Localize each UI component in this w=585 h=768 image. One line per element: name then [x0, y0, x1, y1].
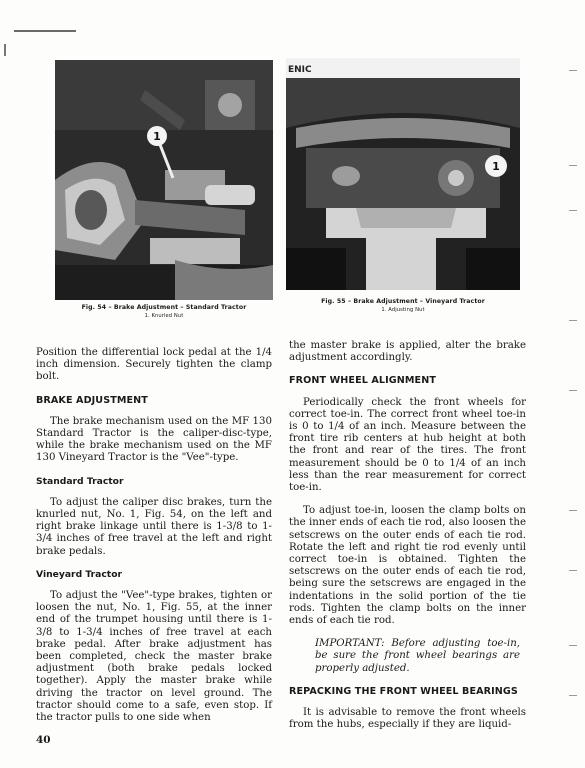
vineyard-tractor-paragraph: To adjust the "Vee"-type brakes, tighten or loosen the nut, No. 1, Fig. 55, at the inner end of the trumpet housing until there is 1-3/8 to 1-3/4 inches of free travel at each brake pedal. After brake adjustment has been completed, check the master brake adjustment (both brake pedals locked together). Apply the master brake while driving the tractor on level ground. The tractor should come to a safe, even stop. If the tractor pulls to one side when: [36, 590, 272, 724]
repacking-bearings-heading: REPACKING THE FRONT WHEEL BEARINGS: [289, 685, 518, 697]
intro-paragraph: Position the differential lock pedal at the 1/4 inch dimension. Securely tighten the clamp bolt.: [36, 347, 272, 383]
standard-tractor-heading: Standard Tractor: [36, 475, 124, 487]
figure-55-caption-legend: 1. Adjusting Nut: [381, 307, 425, 313]
figure-55-caption-title: Fig. 55 – Brake Adjustment – Vineyard Tractor: [321, 298, 485, 305]
brake-adjustment-heading: BRAKE ADJUSTMENT: [36, 394, 148, 406]
right-text-column: [289, 340, 526, 742]
figure-55-photo: [286, 58, 520, 290]
brake-mechanism-vineyard-illustration: [286, 58, 520, 290]
vineyard-tractor-heading: Vineyard Tractor: [36, 568, 123, 580]
figure-54-photo: [55, 60, 273, 300]
figure-55-caption: [286, 298, 520, 313]
figure-54-caption: [55, 304, 273, 319]
toe-in-adjust-paragraph: To adjust toe-in, loosen the clamp bolts on the inner ends of each tie rod, also loosen the setscrews on the outer ends of each tie rod. Rotate the left and right tie rod evenly until correct toe-in is obtained. Tighten the setscrews on the outer ends of each tie rod, being sure the setscrews are engaged in the indentations in the solid portion of the tie rods. Tighten the clamp bolts on the inner ends of each tie rod.: [289, 505, 526, 627]
figure-54-caption-legend: 1. Knurled Nut: [144, 313, 184, 319]
figure-54-caption-title: Fig. 54 – Brake Adjustment – Standard Tractor: [81, 304, 247, 311]
toe-in-check-paragraph: Periodically check the front wheels for correct toe-in. The correct front wheel toe-in is 0 to 1/4 of an inch. Measure between the front tire rib centers at hub height at both the front and rear of the tires. The front measurement should be 0 to 1/4 of an inch less than the rear measurement for correct toe-in.: [289, 396, 526, 494]
scan-edge-marks: [567, 70, 577, 710]
figure-55-partial-text: ENIC: [288, 65, 312, 75]
brake-mechanism-standard-illustration: [55, 60, 273, 300]
left-text-column: [36, 347, 272, 735]
repacking-paragraph: It is advisable to remove the front wheels from the hubs, especially if they are liquid-: [289, 707, 526, 731]
continuation-paragraph: the master brake is applied, alter the brake adjustment accordingly.: [289, 340, 526, 364]
figure-54-callout: 1: [153, 130, 161, 143]
scan-artifact-tick: [4, 44, 6, 56]
standard-tractor-paragraph: To adjust the caliper disc brakes, turn the knurled nut, No. 1, Fig. 54, on the left and right brake linkage until there is 1-3/8 to 1-3/4 inches of free travel at the left and right brake pedals.: [36, 496, 272, 557]
page-number: 40: [36, 734, 51, 746]
scan-artifact-line: [14, 30, 76, 32]
important-note: IMPORTANT: Before adjusting toe-in, be sure the front wheel bearings are properly adjusted.: [315, 638, 520, 674]
brake-adjustment-paragraph: The brake mechanism used on the MF 130 Standard Tractor is the caliper-disc-type, while the brake mechanism used on the MF 130 Vineyard Tractor is the "Vee"-type.: [36, 415, 272, 464]
figure-55-callout: 1: [492, 160, 500, 173]
front-wheel-alignment-heading: FRONT WHEEL ALIGNMENT: [289, 375, 436, 387]
